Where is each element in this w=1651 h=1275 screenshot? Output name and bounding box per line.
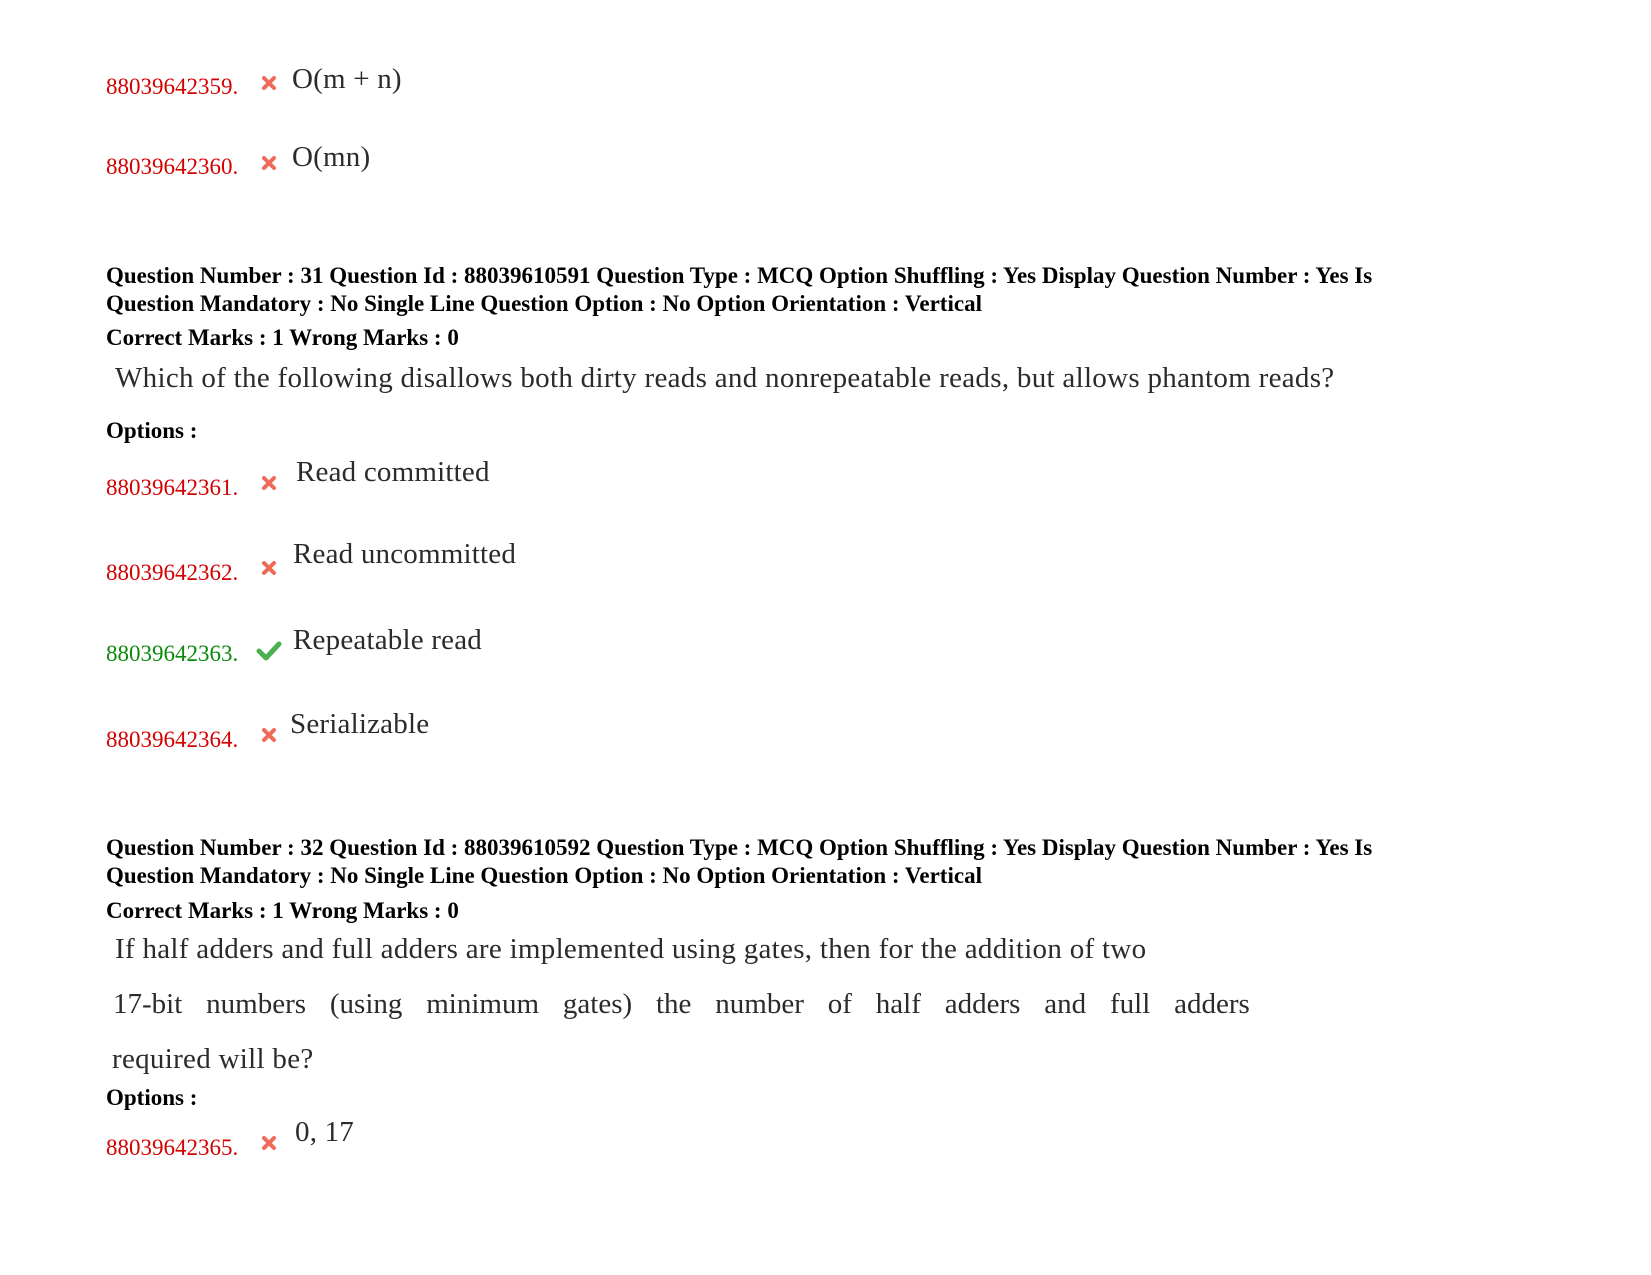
option-id: 88039642362. bbox=[106, 560, 239, 585]
option-id: 88039642365. bbox=[106, 1135, 239, 1160]
option-text: Serializable bbox=[290, 708, 430, 740]
question-word: number bbox=[715, 988, 804, 1020]
question-meta-line2: Question Mandatory : No Single Line Question Option : No Option Orientation : Vertical bbox=[106, 291, 982, 316]
option-id: 88039642360. bbox=[106, 154, 239, 179]
cross-icon bbox=[259, 1133, 279, 1153]
question-word: the bbox=[656, 988, 692, 1020]
cross-icon bbox=[259, 558, 279, 578]
option-id: 88039642363. bbox=[106, 641, 239, 666]
cross-icon bbox=[259, 73, 279, 93]
option-text: 0, 17 bbox=[295, 1116, 354, 1148]
question-meta-line2: Question Mandatory : No Single Line Question Option : No Option Orientation : Vertical bbox=[106, 863, 982, 888]
question-meta-line1: Question Number : 32 Question Id : 88039610592 Question Type : MCQ Option Shuffling : Yes Display Question Number : Yes Is bbox=[106, 835, 1373, 860]
option-id: 88039642361. bbox=[106, 475, 239, 500]
option-text: O(m + n) bbox=[292, 63, 402, 95]
question-word: minimum bbox=[426, 988, 540, 1020]
question-text-line3: required will be? bbox=[112, 1043, 314, 1075]
option-text: Read committed bbox=[296, 456, 490, 488]
question-marks: Correct Marks : 1 Wrong Marks : 0 bbox=[106, 898, 459, 923]
option-text: Repeatable read bbox=[293, 624, 482, 656]
question-marks: Correct Marks : 1 Wrong Marks : 0 bbox=[106, 325, 459, 350]
question-word: full bbox=[1110, 988, 1151, 1020]
question-word: of bbox=[827, 988, 852, 1020]
check-icon bbox=[256, 640, 282, 662]
cross-icon bbox=[259, 725, 279, 745]
question-word: (using bbox=[329, 988, 403, 1020]
options-label: Options : bbox=[106, 1085, 198, 1110]
question-word: and bbox=[1044, 988, 1087, 1020]
option-text: Read uncommitted bbox=[293, 538, 517, 570]
question-word: gates) bbox=[562, 988, 633, 1020]
option-text: O(mn) bbox=[292, 141, 371, 173]
question-word: adders bbox=[1174, 988, 1250, 1020]
question-meta-line1: Question Number : 31 Question Id : 88039610591 Question Type : MCQ Option Shuffling : Yes Display Question Number : Yes Is bbox=[106, 263, 1373, 288]
question-word: half bbox=[875, 988, 921, 1020]
options-label: Options : bbox=[106, 418, 198, 443]
option-id: 88039642364. bbox=[106, 727, 239, 752]
cross-icon bbox=[259, 473, 279, 493]
question-word: adders bbox=[944, 988, 1021, 1020]
question-word: numbers bbox=[206, 988, 307, 1020]
question-word: 17-bit bbox=[113, 988, 183, 1020]
cross-icon bbox=[259, 153, 279, 173]
question-text-line2 bbox=[113, 988, 1250, 1021]
option-id: 88039642359. bbox=[106, 74, 239, 99]
question-text: Which of the following disallows both dirty reads and nonrepeatable reads, but allows phantom reads? bbox=[115, 362, 1335, 394]
question-text-line1: If half adders and full adders are implemented using gates, then for the addition of two bbox=[115, 933, 1147, 965]
